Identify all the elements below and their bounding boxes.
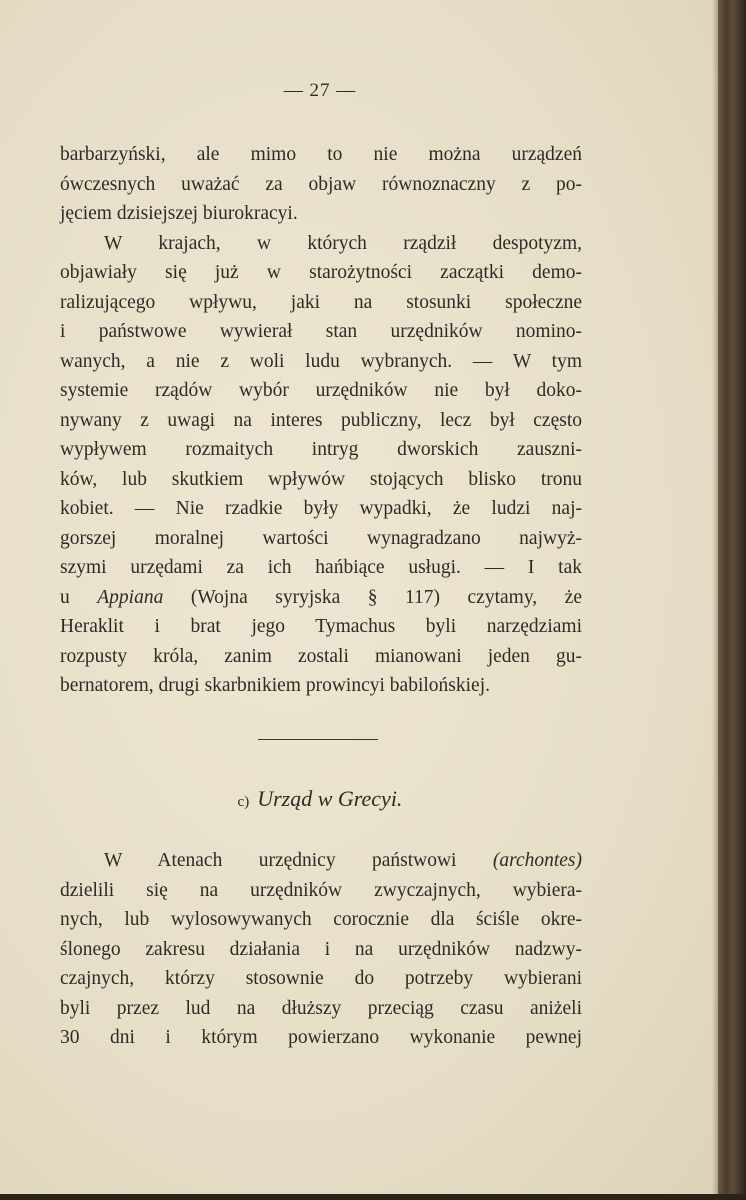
text-line: czajnych, którzy stosownie do potrzeby wybierani — [60, 968, 582, 989]
text-line: systemie rządów wybór urzędników nie był doko- — [60, 380, 582, 401]
text-line: nych, lub wylosowywanych corocznie dla ściśle okre- — [60, 909, 582, 930]
page-number: — 27 — — [283, 80, 357, 101]
text-line: ków, lub skutkiem wpływów stojących blisko tronu — [60, 468, 582, 490]
text-line: dzielili się na urzędników zwyczajnych, wybiera- — [60, 879, 582, 901]
appiana-prefix: u — [60, 586, 98, 608]
text-line: barbarzyński, ale mimo to nie można urządzeń — [60, 144, 582, 165]
text-line-archontes — [60, 846, 582, 876]
text-line: ralizującego wpływu, jaki na stosunki społeczne — [60, 291, 582, 313]
section-title: Urząd w Grecyi. — [257, 786, 403, 811]
text-line: bernatorem, drugi skarbnikiem prowincyi babilońskiej. — [60, 675, 490, 696]
text-line: ówczesnych uważać za objaw równoznaczny z po- — [60, 173, 582, 195]
text-line: wypływem rozmaitych intryg dworskich zauszni- — [60, 439, 582, 460]
book-binding — [718, 0, 746, 1200]
archontes-term: (archontes) — [492, 850, 583, 871]
text-line: wanych, a nie z woli ludu wybranych. — W tym — [60, 350, 582, 372]
text-line: objawiały się już w starożytności zaczątki demo- — [60, 262, 582, 283]
text-line: Heraklit i brat jego Tymachus byli narzędziami — [60, 616, 582, 637]
appiana-name: Appiana — [97, 586, 164, 608]
text-line: rozpusty króla, zanim zostali mianowani jeden gu- — [60, 645, 582, 667]
appiana-rest: (Wojna syryjska § 117) czytamy, że — [190, 586, 582, 608]
text-line: gorszej moralnej wartości wynagradzano najwyż- — [60, 527, 582, 549]
text-line: kobiet. — Nie rzadkie były wypadki, że ludzi naj- — [60, 498, 582, 519]
text-line: i państwowe wywierał stan urzędników nomino- — [60, 321, 582, 342]
text-line: W krajach, w których rządził despotyzm, — [104, 232, 582, 254]
section-divider — [258, 739, 378, 740]
section-heading — [0, 786, 640, 812]
text-line: jęciem dzisiejszej biurokracyi. — [60, 203, 298, 224]
text-line-appiana — [60, 583, 582, 613]
text-line: 30 dni i którym powierzano wykonanie pewnej — [60, 1027, 582, 1048]
archontes-line-start: W Atenach urzędnicy państwowi — [104, 850, 457, 871]
text-line: ślonego zakresu działania i na urzędników nadzwy- — [60, 938, 582, 960]
main-text-block — [60, 140, 582, 701]
text-line: nywany z uwagi na interes publiczny, lecz był często — [60, 409, 582, 431]
text-line: szymi urzędami za ich hańbiące usługi. — I tak — [60, 557, 582, 578]
page-bottom-edge — [0, 1194, 746, 1200]
text-line: byli przez lud na dłuższy przeciąg czasu aniżeli — [60, 997, 582, 1019]
section-marker: c) — [237, 794, 250, 810]
section-text-block — [60, 846, 582, 1053]
